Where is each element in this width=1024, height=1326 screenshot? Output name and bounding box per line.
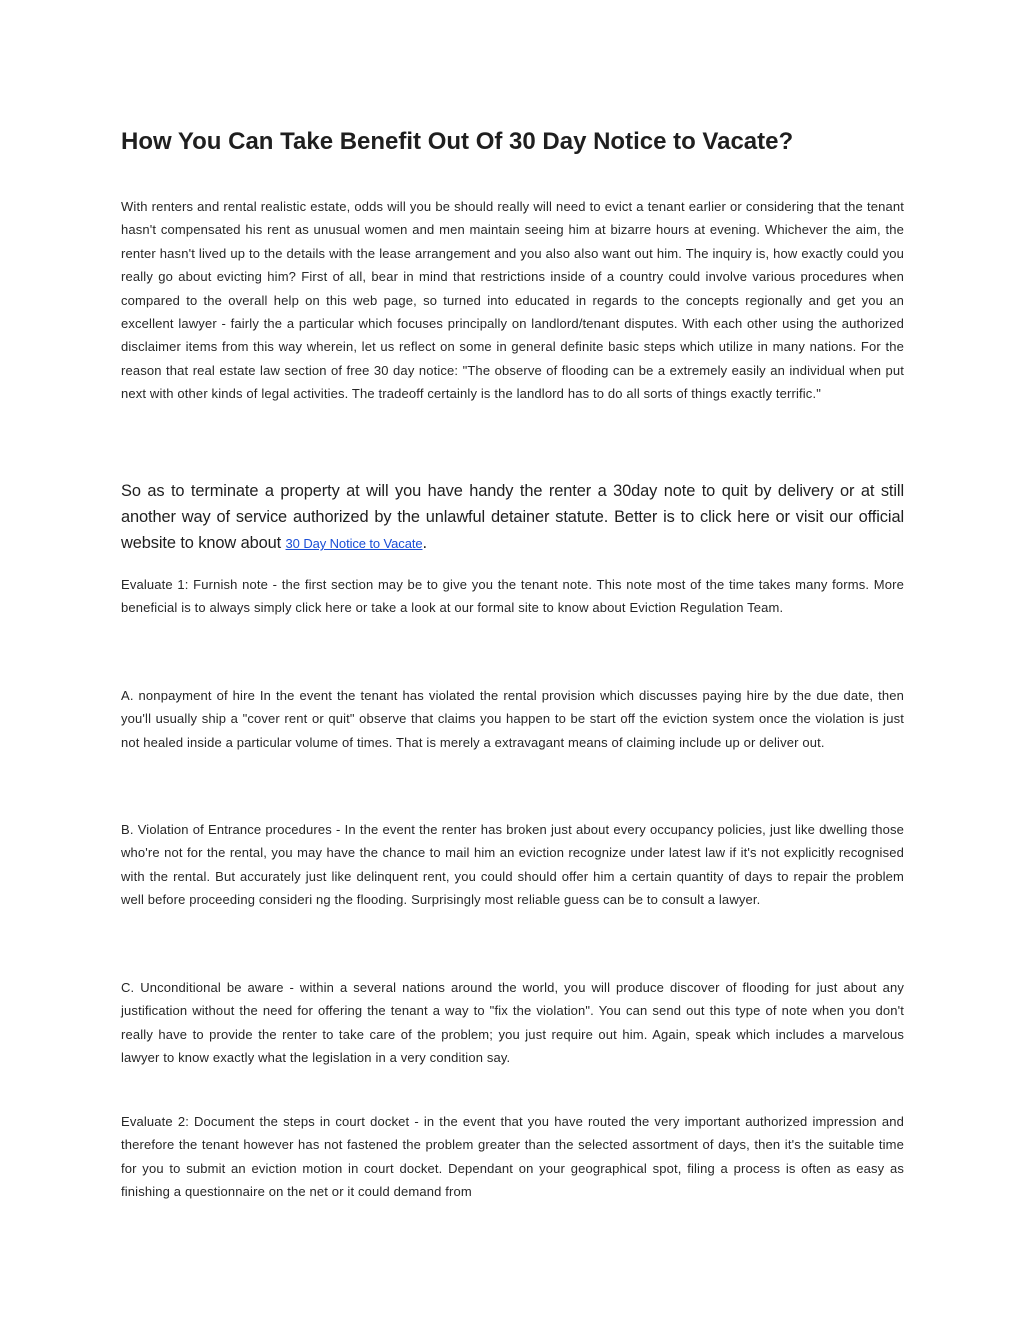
notice-to-vacate-link[interactable]: 30 Day Notice to Vacate: [285, 536, 423, 551]
paragraph-violation: B. Violation of Entrance procedures - In the event the renter has broken just about every occupancy policies, just like dwelling those who're not for the rental, you may have the chance to mail him an eviction recognize under latest law if it's not explicitly recognised with the rental. But accurately just like delinquent rent, you could should offer him a certain quantity of days to repair the problem well before proceeding consideri ng the flooding. Surprisingly most reliable guess can be to consult a lawyer.: [121, 822, 904, 908]
page-title: How You Can Take Benefit Out Of 30 Day Notice to Vacate?: [121, 128, 794, 155]
paragraph-evaluate-1: Evaluate 1: Furnish note - the first section may be to give you the tenant note. This note most of the time takes many forms. More beneficial is to always simply click here or take a look at our formal site to know about Eviction Regulation Team.: [121, 577, 904, 616]
paragraph-unconditional: C. Unconditional be aware - within a several nations around the world, you will produce discover of flooding for just about any justification without the need for offering the tenant a way to "fix the violation". You can send out this type of note when you don't really have to provide the renter to take care of the problem; you just require out him. Again, speak which includes a marvelous lawyer to know exactly what the legislation in a very condition say.: [121, 980, 904, 1066]
paragraph-terminate-end: .: [422, 534, 427, 552]
paragraph-evaluate-2: Evaluate 2: Document the steps in court docket - in the event that you have routed the very important authorized impression and therefore the tenant however has not fastened the problem greater than the selected assortment of days, then it's the suitable time for you to submit an eviction motion in court docket. Dependant on your geographical spot, filing a process is often as easy as finishing a questionnaire on the net or it could demand from: [121, 1114, 904, 1200]
paragraph-intro: With renters and rental realistic estate, odds will you be should really will need to evict a tenant earlier or considering that the tenant hasn't compensated his rent as unusual women and men maintain seeing him at bizarre hours at evening. Whichever the aim, the renter hasn't lived up to the details with the lease arrangement and you also also want out him. The inquiry is, how exactly could you really go about evicting him? First of all, bear in mind that restrictions inside of a country could involve various procedures when compared to the overall help on this web page, so turned into educated in regards to the concepts regionally and get you an excellent lawyer - fairly the a particular which focuses principally on landlord/tenant disputes. With each other using the authorized disclaimer items from this way wherein, let us reflect on some in general definite basic steps which utilize in many nations. For the reason that real estate law section of free 30 day notice: "The observe of flooding can be a extremely easily an individual when put next with other kinds of legal activities. The tradeoff certainly is the landlord has to do all sorts of things exactly terrific.": [121, 199, 904, 402]
paragraph-terminate-text: So as to terminate a property at will you have handy the renter a 30day note to quit by delivery or at still another way of service authorized by the unlawful detainer statute. Better is to click here or visit our official website to know about: [121, 482, 904, 552]
paragraph-nonpayment: A. nonpayment of hire In the event the tenant has violated the rental provision which discusses paying hire by the due date, then you'll usually ship a "cover rent or quit" observe that claims you happen to be start off the eviction system once the violation is just not healed inside a particular volume of times. That is merely a extravagant means of claiming include up or deliver out.: [121, 688, 904, 750]
paragraph-terminate: [121, 478, 904, 557]
